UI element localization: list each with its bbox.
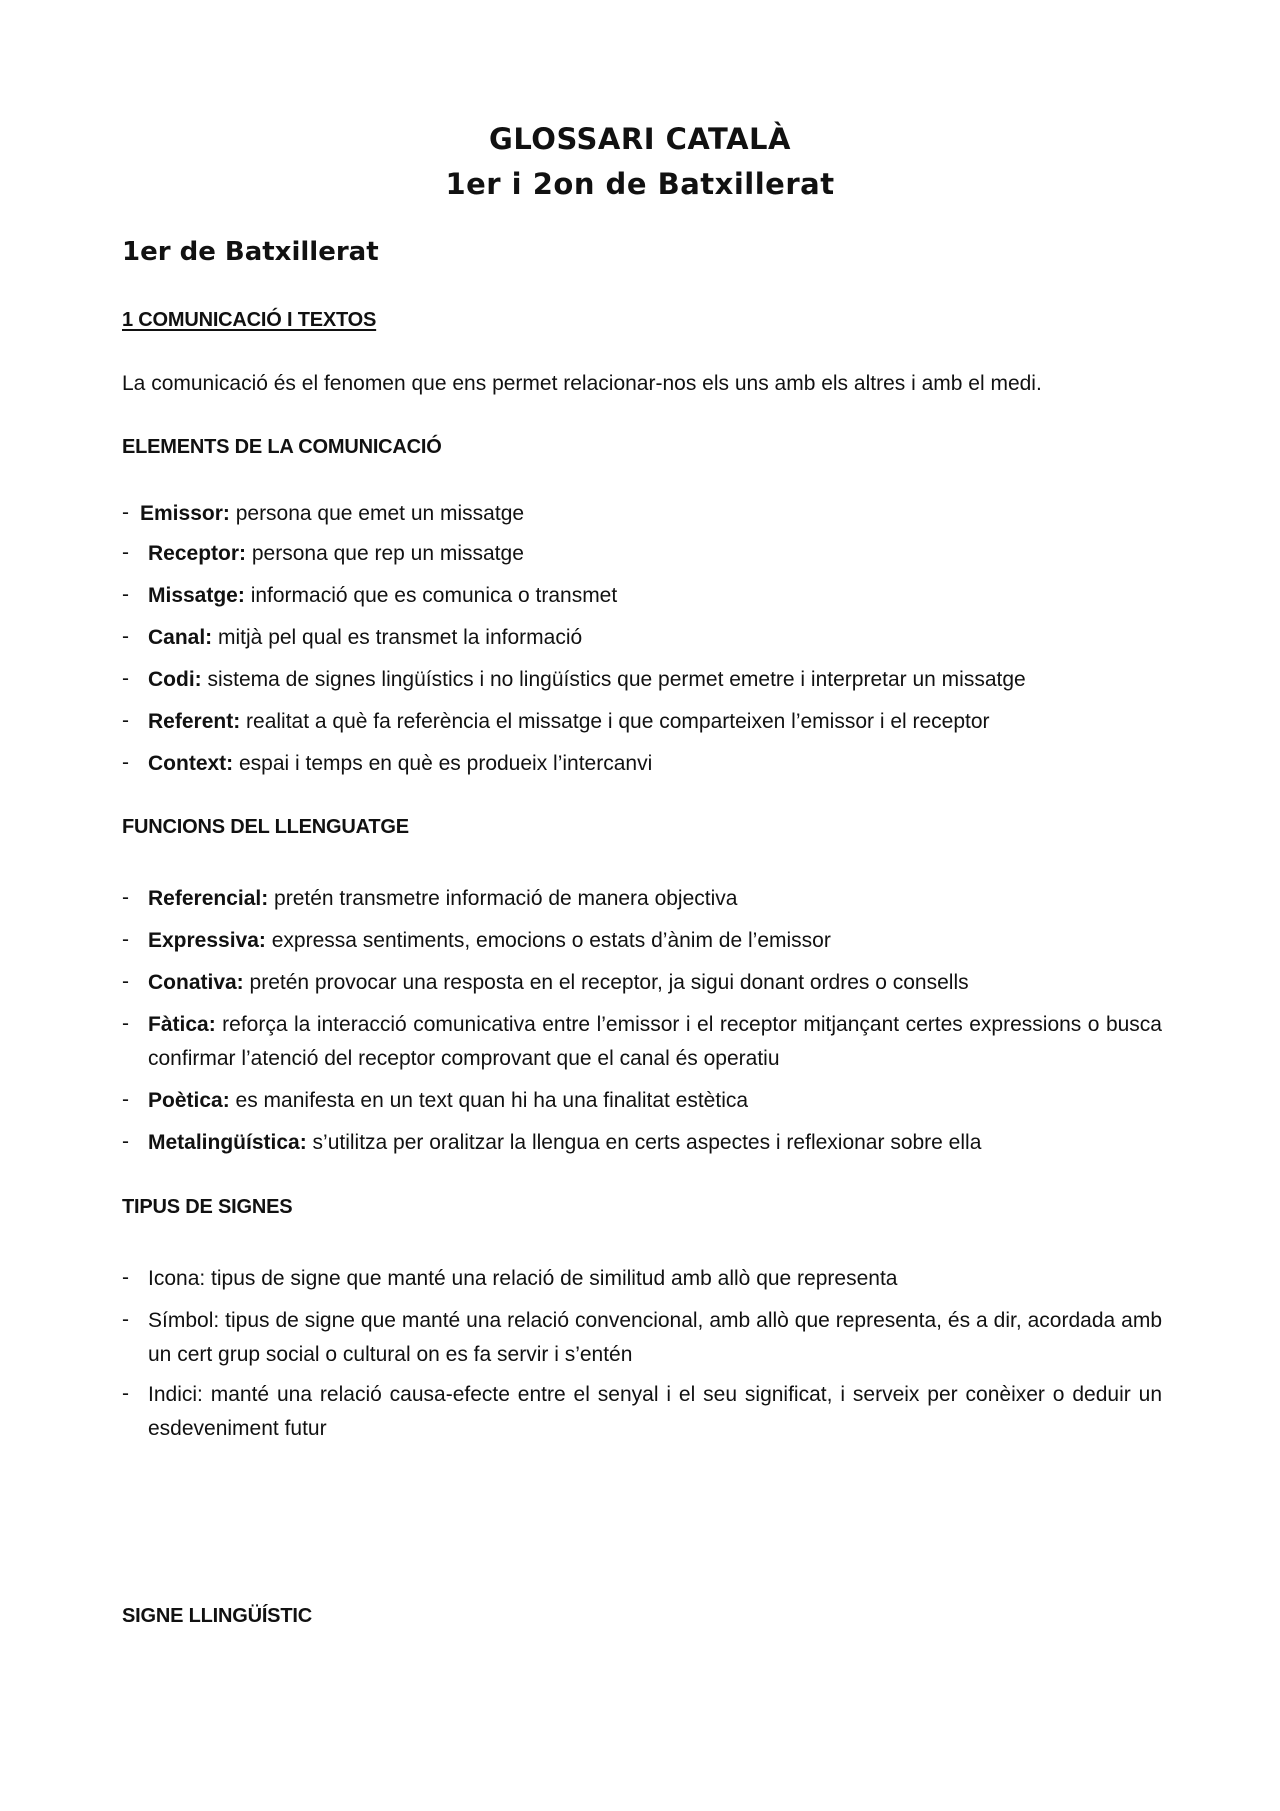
definition: pretén provocar una resposta en el receptor, ja sigui donant ordres o consells <box>243 971 969 994</box>
bullet-dash: - <box>122 1130 129 1153</box>
definition: persona que emet un missatge <box>229 502 525 525</box>
definition: Símbol: tipus de signe que manté una relació convencional, amb allò que representa, és a dir, acordada amb un cert grup social o cultural on es fa servir i s’entén <box>148 1309 1162 1366</box>
term: Referent: <box>148 710 241 733</box>
section-heading-comunicacio: 1 COMUNICACIÓ I TEXTOS <box>122 309 377 331</box>
document-subtitle: 1er i 2on de Batxillerat <box>445 167 835 201</box>
term: Fàtica: <box>148 1013 216 1036</box>
list-item <box>122 663 1162 697</box>
list-item <box>122 1304 1162 1372</box>
section-heading-funcions: FUNCIONS DEL LLENGUATGE <box>122 816 409 838</box>
definition: expressa sentiments, emocions o estats d’ànim de l’emissor <box>265 929 831 952</box>
bullet-dash: - <box>122 751 129 774</box>
bullet-dash: - <box>122 970 129 993</box>
bullet-dash: - <box>122 583 129 606</box>
section-heading-elements: ELEMENTS DE LA COMUNICACIÓ <box>122 436 442 458</box>
intro-paragraph: La comunicació és el fenomen que ens permet relacionar-nos els uns amb els altres i amb el medi. <box>122 372 1042 395</box>
definition: pretén transmetre informació de manera objectiva <box>268 887 738 910</box>
list-item <box>122 747 1162 781</box>
list-item <box>122 497 1162 531</box>
definition: reforça la interacció comunicativa entre l’emissor i el receptor mitjançant certes expressions o busca confirmar l’atenció del receptor comprovant que el canal és operatiu <box>148 1013 1162 1070</box>
definition: espai i temps en què es produeix l’intercanvi <box>233 752 653 775</box>
bullet-dash: - <box>122 501 129 524</box>
definition: Icona: tipus de signe que manté una relació de similitud amb allò que representa <box>148 1267 898 1290</box>
definition: Indici: manté una relació causa-efecte entre el senyal i el seu significat, i serveix per conèixer o deduir un esdeveniment futur <box>148 1383 1162 1440</box>
definition: informació que es comunica o transmet <box>244 584 618 607</box>
list-item <box>122 705 1162 739</box>
bullet-dash: - <box>122 709 129 732</box>
bullet-dash: - <box>122 667 129 690</box>
bullet-dash: - <box>122 1266 129 1289</box>
term: Emissor: <box>140 502 230 525</box>
term: Expressiva: <box>148 929 266 952</box>
definition: sistema de signes lingüístics i no lingüístics que permet emetre i interpretar un missatge <box>201 668 1026 691</box>
bullet-dash: - <box>122 886 129 909</box>
list-item <box>122 1008 1162 1076</box>
list-item <box>122 1378 1162 1446</box>
bullet-dash: - <box>122 1382 129 1405</box>
bullet-dash: - <box>122 1308 129 1331</box>
term: Codi: <box>148 668 202 691</box>
list-item <box>122 537 1162 571</box>
list-item <box>122 1126 1162 1160</box>
list-item <box>122 1084 1162 1118</box>
definition: persona que rep un missatge <box>246 542 524 565</box>
list-item <box>122 882 1162 916</box>
definition: realitat a què fa referència el missatge i que comparteixen l’emissor i el receptor <box>240 710 990 733</box>
bullet-dash: - <box>122 928 129 951</box>
bullet-dash: - <box>122 1012 129 1035</box>
bullet-dash: - <box>122 1088 129 1111</box>
section-heading-signe-linguistic: SIGNE LLINGÜÍSTIC <box>122 1605 312 1627</box>
list-item <box>122 1262 1162 1296</box>
term: Metalingüística: <box>148 1131 307 1154</box>
list-item <box>122 924 1162 958</box>
level-heading: 1er de Batxillerat <box>122 237 379 267</box>
definition: es manifesta en un text quan hi ha una finalitat estètica <box>229 1089 749 1112</box>
bullet-dash: - <box>122 541 129 564</box>
document-title: GLOSSARI CATALÀ <box>489 122 791 156</box>
term: Receptor: <box>148 542 247 565</box>
definition: s’utilitza per oralitzar la llengua en certs aspectes i reflexionar sobre ella <box>306 1131 982 1154</box>
list-item <box>122 579 1162 613</box>
term: Missatge: <box>148 584 245 607</box>
term: Canal: <box>148 626 213 649</box>
term: Context: <box>148 752 234 775</box>
list-item <box>122 966 1162 1000</box>
section-heading-signes: TIPUS DE SIGNES <box>122 1196 293 1218</box>
term: Referencial: <box>148 887 269 910</box>
term: Conativa: <box>148 971 244 994</box>
list-item <box>122 621 1162 655</box>
term: Poètica: <box>148 1089 230 1112</box>
definition: mitjà pel qual es transmet la informació <box>212 626 583 649</box>
bullet-dash: - <box>122 625 129 648</box>
